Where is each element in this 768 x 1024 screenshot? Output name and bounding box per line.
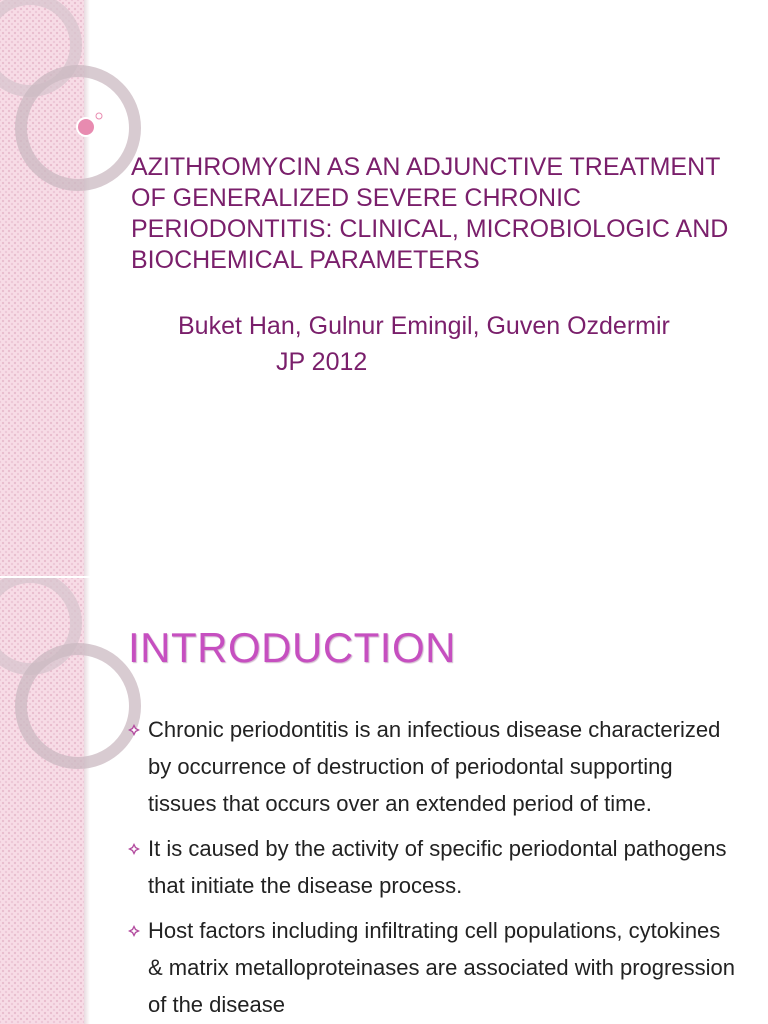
small-ring — [96, 113, 102, 119]
section-heading: INTRODUCTION — [128, 624, 456, 671]
bullet-text: Host factors including infiltrating cell populations, cytokines & matrix metalloproteinases are associated with progression of the disease — [148, 918, 735, 1017]
journal-citation: JP 2012 — [276, 348, 368, 376]
diamond-bullet-icon — [126, 841, 142, 857]
author-list: Buket Han, Gulnur Emingil, Guven Ozdermir — [178, 312, 670, 340]
bullet-list — [126, 711, 736, 1024]
bullet-text: It is caused by the activity of specific periodontal pathogens that initiate the disease process. — [148, 836, 727, 898]
introduction-slide — [0, 578, 768, 1024]
ring-ornament-icon — [0, 0, 200, 576]
bullet-text: Chronic periodontitis is an infectious disease characterized by occurrence of destruction of periodontal supporting tissues that occurs over an extended period of time. — [148, 717, 721, 816]
diamond-bullet-icon — [126, 722, 142, 738]
list-item — [126, 830, 736, 904]
presentation-title: AZITHROMYCIN AS AN ADJUNCTIVE TREATMENT OF GENERALIZED SEVERE CHRONIC PERIODONTITIS: CLINICAL, MICROBIOLOGIC AND BIOCHEMICAL PARAMETERS — [131, 153, 729, 274]
pink-dot — [77, 118, 95, 136]
diamond-bullet-icon — [126, 923, 142, 939]
list-item — [126, 711, 736, 822]
list-item — [126, 912, 736, 1023]
